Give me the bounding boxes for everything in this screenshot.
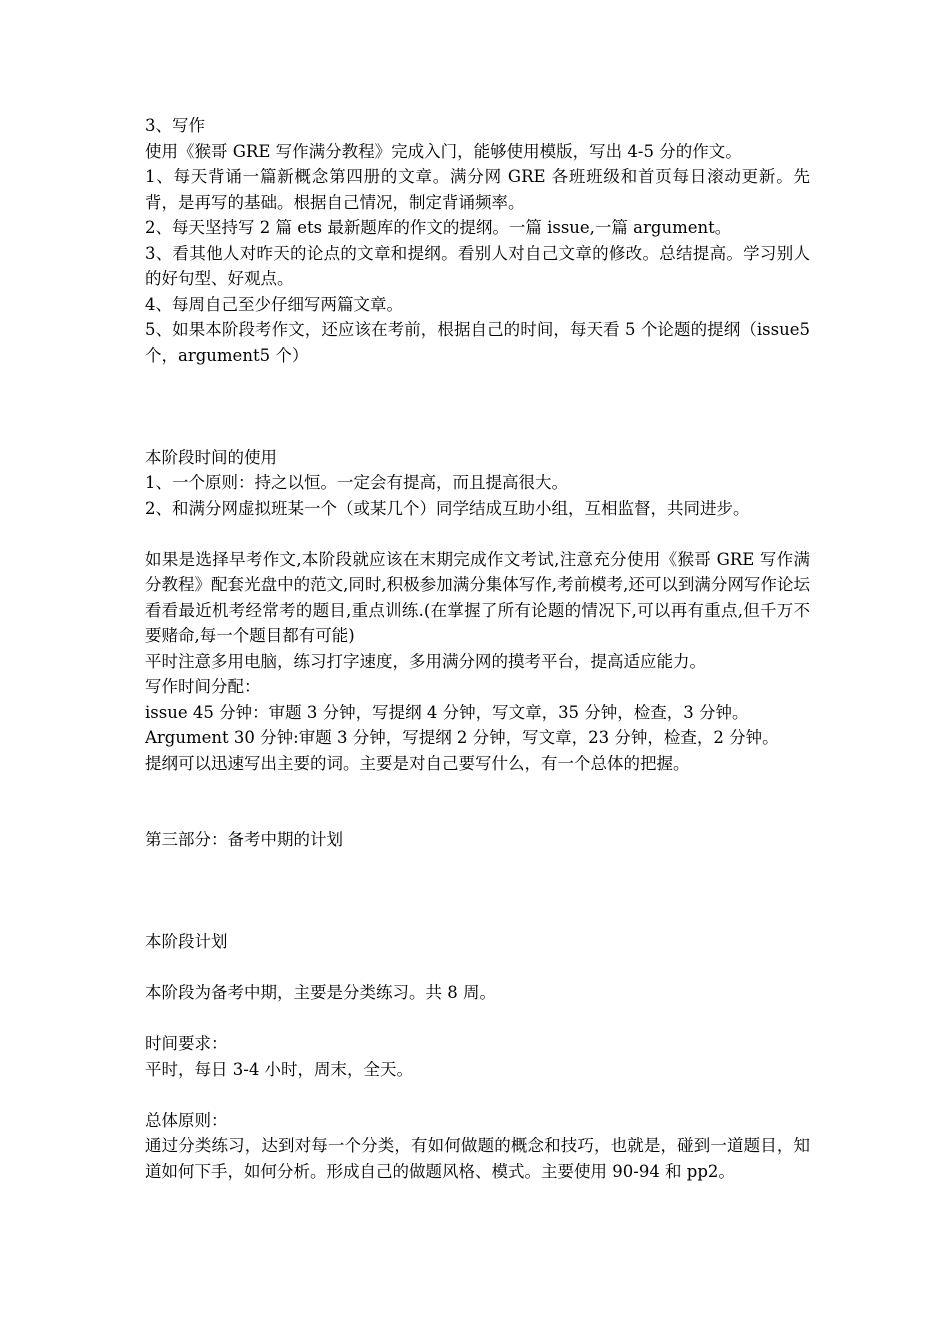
writing-item-4: 4、每周自己至少仔细写两篇文章。 bbox=[145, 294, 403, 314]
part3-heading: 第三部分：备考中期的计划 bbox=[145, 830, 343, 849]
spacer bbox=[145, 521, 810, 547]
writing-item-5: 5、如果本阶段考作文，还应该在考前，根据自己的时间，每天看 5 个论题的提纲（issue5 个，argument5 个） bbox=[145, 320, 810, 365]
issue-time-line: issue 45 分钟：审题 3 分钟，写提纲 4 分钟，写文章，35 分钟，检查，3 分钟。 bbox=[145, 702, 749, 722]
spacer bbox=[145, 955, 810, 981]
writing-item-3: 3、看其他人对昨天的论点的文章和提纲。看别人对自己文章的修改。总结提高。学习别人的好句型、好观点。 bbox=[145, 243, 810, 288]
spacer bbox=[145, 1006, 810, 1032]
document-page bbox=[145, 113, 810, 1184]
principle-heading: 总体原则： bbox=[145, 1110, 228, 1130]
outline-note: 提纲可以迅速写出主要的词。主要是对自己要写什么，有一个总体的把握。 bbox=[145, 753, 690, 773]
spacer bbox=[145, 853, 810, 930]
argument-time-line: Argument 30 分钟:审题 3 分钟，写提纲 2 分钟，写文章，23 分钟，检查，2 分钟。 bbox=[145, 728, 779, 747]
spacer bbox=[145, 776, 810, 827]
time-usage-item-2: 2、和满分网虚拟班某一个（或某几个）同学结成互助小组，互相监督，共同进步。 bbox=[145, 498, 750, 518]
time-requirement: 平时，每日 3-4 小时，周末，全天。 bbox=[145, 1059, 414, 1079]
practice-note: 平时注意多用电脑，练习打字速度，多用满分网的摸考平台，提高适应能力。 bbox=[145, 651, 706, 671]
spacer bbox=[145, 1082, 810, 1108]
principle-text: 通过分类练习，达到对每一个分类，有如何做题的概念和技巧，也就是，碰到一道题目，知道如何下手，如何分析。形成自己的做题风格、模式。主要使用 90-94 和 pp2。 bbox=[145, 1136, 810, 1181]
time-requirement-heading: 时间要求： bbox=[145, 1034, 228, 1053]
stage-plan-heading: 本阶段计划 bbox=[145, 932, 228, 951]
time-usage-item-1: 1、一个原则：持之以恒。一定会有提高，而且提高很大。 bbox=[145, 473, 568, 492]
spacer bbox=[145, 368, 810, 445]
stage-plan-summary: 本阶段为备考中期，主要是分类练习。共 8 周。 bbox=[145, 983, 496, 1002]
early-exam-paragraph: 如果是选择早考作文,本阶段就应该在末期完成作文考试,注意充分使用《猴哥 GRE 写作满分教程》配套光盘中的范文,同时,积极参加满分集体写作,考前模考,还可以到满分网写作论坛看看最近机考经常考的题目,重点训练.(在掌握了所有论题的情况下,可以再有重点,但千万不要赌命,每一个题目都有可能) bbox=[145, 549, 810, 645]
time-usage-heading: 本阶段时间的使用 bbox=[145, 447, 277, 467]
writing-heading: 3、写作 bbox=[145, 116, 205, 135]
writing-item-2: 2、每天坚持写 2 篇 ets 最新题库的作文的提纲。一篇 issue,一篇 argument。 bbox=[145, 218, 732, 237]
writing-intro: 使用《猴哥 GRE 写作满分教程》完成入门，能够使用模版，写出 4-5 分的作文。 bbox=[145, 141, 742, 161]
writing-item-1: 1、每天背诵一篇新概念第四册的文章。满分网 GRE 各班班级和首页每日滚动更新。先背，是再写的基础。根据自己情况，制定背诵频率。 bbox=[145, 167, 810, 212]
allocation-heading: 写作时间分配： bbox=[145, 677, 261, 696]
